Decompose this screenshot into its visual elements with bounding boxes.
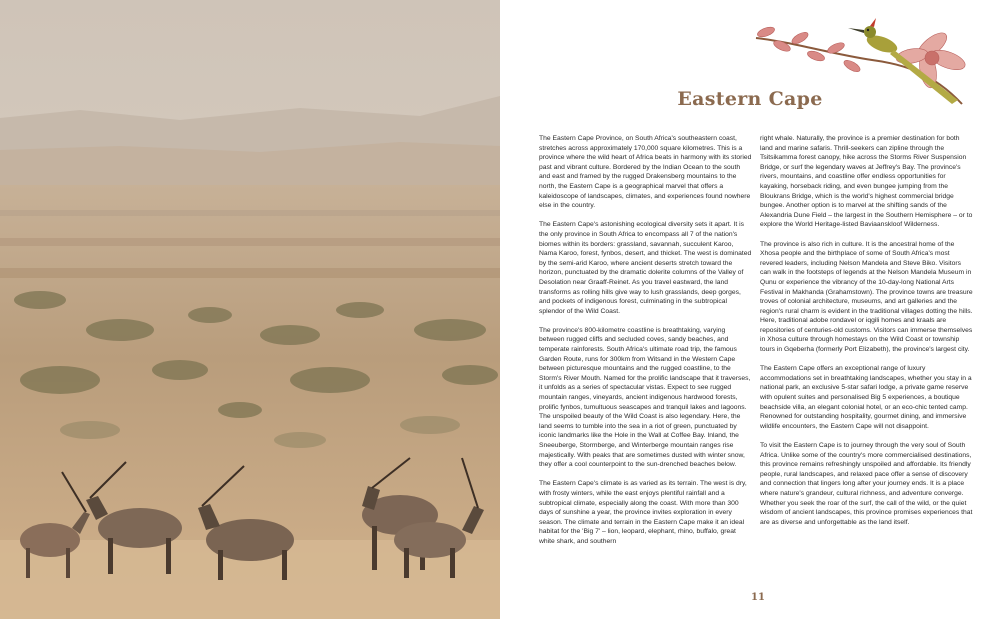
text-page — [500, 0, 1000, 619]
body-column-right — [760, 134, 973, 537]
paragraph: right whale. Naturally, the province is a premier destination for both land and marine safaris. Thrill-seekers can zipline through the Tsitsikamma forest canopy, hike across the Storms River Suspension Bridge, or surf the legendary waves at Jeffrey's Bay. The province's rivers, mountains, and coastline offer endless opportunities for kayaking, horseback riding, and even bungee jumping from the Bloukrans Bridge, which is the world's highest commercial bridge bungee. Another option is to marvel at the shifting sands of the Alexandria Dune Field – the largest in the Southern Hemisphere – or to explore the World Heritage-listed Baviaanskloof Wilderness. — [760, 135, 973, 229]
paragraph: The Eastern Cape Province, on South Africa's southeastern coast, stretches across approximately 170,000 square kilometres. This is a province where the wild heart of Africa beats in harmony with its storied past and vibrant culture. Bordered by the Indian Ocean to the south and east and framed by the rugged Drakensberg mountains to the north, the Eastern Cape is a geographical marvel that offers a kaleidoscope of landscapes, climates, and experiences found nowhere else in the country. — [539, 135, 752, 210]
body-column-left — [539, 134, 752, 556]
paragraph: The Eastern Cape offers an exceptional range of luxury accommodations set in breathtaking landscapes, whether you stay in a national park, an exclusive 5-star safari lodge, a private game reserve with opulent suites and personalised Big 5 experiences, a boutique beachside villa, an elegant colonial hotel, or an eco-chic tented camp. Renowned for outstanding hospitality, gourmet dining, and immersive wildlife encounters, the Eastern Cape will not disappoint. — [760, 365, 972, 430]
paragraph: The Eastern Cape's astonishing ecological diversity sets it apart. It is the only province in South Africa to encompass all 7 of the nation's biomes within its borders: grassland, savannah, succulent Karoo, Nama Karoo, forest, fynbos, desert, and thicket. The west is dominated by the semi-arid Karoo, where ancient deserts stretch toward the horizon, punctuated by the dramatic dolerite columns of the Valley of Desolation near Graaff-Reinet. As you travel eastward, the land transforms as rolling hills give way to lush grasslands, deep gorges, and pockets of indigenous forest, culminating in the subtropical splendor of the Wild Coast. — [539, 221, 752, 315]
paragraph: To visit the Eastern Cape is to journey through the very soul of South Africa. Unlike some of the country's more commercialised destinations, this province remains refreshingly unspoiled and affordable. Its friendly people, rural landscapes, and relaxed pace offer a sense of discovery and connection that lingers long after your journey ends. It is a place where nature's grandeur, cultural richness, and adventure converge. Whether you seek the roar of the surf, the call of the wild, or the quiet wisdom of ancient landscapes, this province promises experiences that are as diverse and unforgettable as the land itself. — [760, 442, 973, 526]
page-number: 11 — [751, 592, 765, 603]
paragraph: The province is also rich in culture. It is the ancestral home of the Xhosa people and the birthplace of some of South Africa's most revered leaders, including Nelson Mandela and Steve Biko. Visitors can walk in the footsteps of legends at the Nelson Mandela Museum in Qunu or experience the vibrancy of the 10-day-long National Arts Festival in Makhanda (Grahamstown). The province towns are treasure troves of colonial architecture, museums, and art galleries and the region's rural charm is evident in the traditional villages dotting the hills. Here, traditional adobe rondavel or iqgili homes and kraals are repositories of centuries-old customs. Visitors can immerse themselves in Xhosa culture through homestays on the Wild Coast or township tours in Gqeberha (formerly Port Elizabeth), the province's largest city. — [760, 240, 973, 354]
page-title: Eastern Cape — [677, 88, 823, 110]
paragraph: The Eastern Cape's climate is as varied as its terrain. The west is dry, with frosty winters, while the east enjoys plentiful rainfall and a subtropical climate, especially along the coast. With more than 300 days of sunshine a year, the province invites exploration in every season. The climate and terrain in the Eastern Cape make it an ideal habitat for the 'Big 7' – lion, leopard, elephant, rhino, buffalo, great white shark, and southern — [539, 480, 747, 545]
paragraph: The province's 800-kilometre coastline is breathtaking, varying between rugged cliffs and secluded coves, sandy beaches, and temperate rainforests. South Africa's ultimate road trip, the famous Garden Route, runs for 300km from Witsand in the Western Cape between picturesque mountains and the rugged coastline, to the Storm's River Mouth. Named for the prolific landscape that it traverses, it unfolds as a series of spectacular vistas. Expect to see rugged mountain ranges, vineyards, ancient indigenous hardwood forests, prolific fynbos, tumultuous seascapes and tranquil lakes and lagoons. The unspoiled beauty of the Wild Coast is also legendary. Here, the land seems to tumble into the sea in a riot of green, punctuated by iconic landmarks like the Hole in the Wall at Coffee Bay. Inland, the Sneeuberge, Stormberge, and Winterberge mountain ranges rise majestically. With peaks that are sometimes dusted with winter snow, they offer a cool counterpoint to the sun-drenched beaches below. — [539, 326, 751, 469]
